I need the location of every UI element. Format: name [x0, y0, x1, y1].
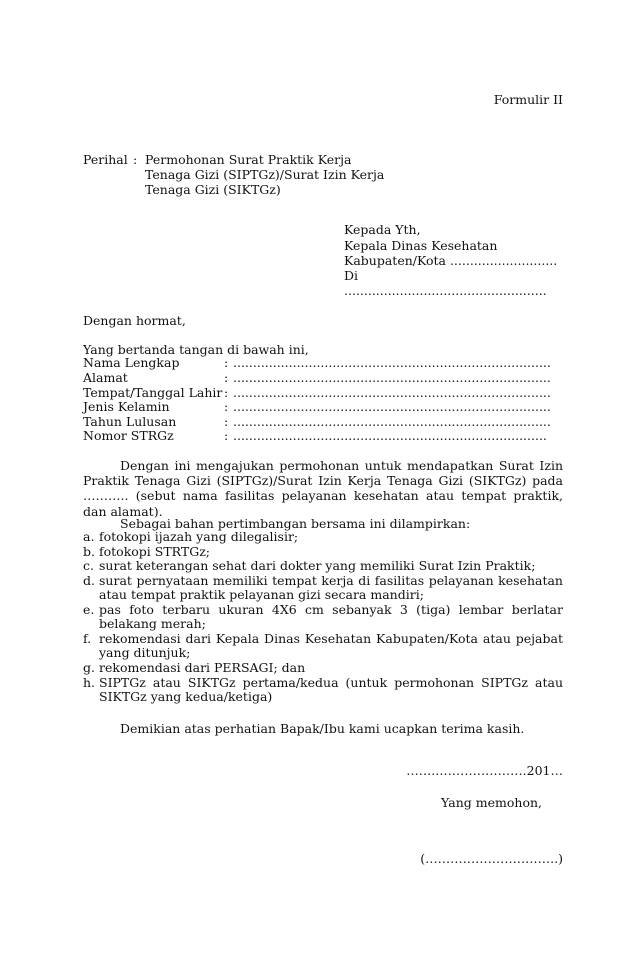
field-row [83, 371, 563, 385]
field-blank: ............................................................................... [233, 429, 547, 443]
list-text: rekomendasi dari PERSAGI; dan [99, 660, 306, 675]
greeting: Dengan hormat, [83, 313, 186, 328]
list-text: surat keterangan sehat dari dokter yang memiliki Surat Izin Praktik; [99, 558, 536, 573]
field-blank: ................................................................................ [233, 356, 551, 370]
form-label: Formulir II [493, 92, 563, 107]
field-label: Nama Lengkap [83, 355, 180, 370]
list-item [83, 676, 563, 705]
field-blank: ................................................................................ [233, 415, 551, 429]
list-marker: f. [83, 631, 92, 646]
perihal-line-1: Permohonan Surat Praktik Kerja [145, 152, 352, 167]
list-marker: c. [83, 558, 94, 573]
request-paragraph: Dengan ini mengajukan permohonan untuk mendapatkan Surat Izin Praktik Tenaga Gizi (SIPTGz)/Surat Izin Kerja Tenaga Gizi (SIKTGz) pada ……….. (sebut nama fasilitas pelayanan kesehatan atau tempat praktik, dan alamat). [83, 458, 563, 519]
list-marker: h. [83, 675, 96, 690]
list-text: rekomendasi dari Kepala Dinas Kesehatan Kabupaten/Kota atau pejabat yang ditunjuk; [99, 631, 563, 661]
field-label: Tempat/Tanggal Lahir [83, 385, 223, 400]
list-item [83, 574, 563, 603]
list-item [83, 661, 563, 675]
field-label: Alamat [83, 370, 128, 385]
closing-text: Demikian atas perhatian Bapak/Ibu kami ucapkan terima kasih. [120, 721, 525, 736]
list-item [83, 603, 563, 632]
field-colon: : [224, 428, 229, 443]
recipient-line-5: ................................................... [344, 283, 547, 298]
field-colon: : [224, 355, 229, 370]
list-marker: b. [83, 544, 95, 559]
field-colon: : [224, 399, 229, 414]
field-row [83, 429, 563, 443]
list-text: surat pernyataan memiliki tempat kerja di fasilitas pelayanan kesehatan atau tempat praktik pelayanan gizi secara mandiri; [99, 573, 563, 603]
list-text: fotokopi ijazah yang dilegalisir; [99, 529, 299, 544]
list-text: pas foto terbaru ukuran 4X6 cm sebanyak 3 (tiga) lembar berlatar belakang merah; [99, 602, 563, 632]
field-label: Jenis Kelamin [83, 399, 170, 414]
field-label: Nomor STRGz [83, 428, 174, 443]
recipient-line-4: Di [344, 268, 359, 283]
perihal-colon: : [133, 152, 138, 167]
field-row [83, 356, 563, 370]
intro-text: Yang bertanda tangan di bawah ini, [83, 342, 309, 357]
applicant-label: Yang memohon, [441, 795, 542, 810]
field-colon: : [224, 414, 229, 429]
recipient-line-1: Kepada Yth, [344, 222, 421, 237]
perihal-line-2: Tenaga Gizi (SIPTGz)/Surat Izin Kerja [145, 167, 385, 182]
list-item [83, 559, 563, 573]
list-marker: g. [83, 660, 95, 675]
field-blank: ................................................................................ [233, 386, 551, 400]
recipient-line-3: Kabupaten/Kota ........................... [344, 253, 558, 268]
list-marker: d. [83, 573, 95, 588]
attachments-intro: Sebagai bahan pertimbangan bersama ini dilampirkan: [120, 516, 471, 531]
list-text: fotokopi STRTGz; [99, 544, 210, 559]
field-colon: : [224, 385, 229, 400]
perihal-line-3: Tenaga Gizi (SIKTGz) [145, 182, 281, 197]
list-item [83, 530, 563, 544]
list-text: SIPTGz atau SIKTGz pertama/kedua (untuk permohonan SIPTGz atau SIKTGz yang kedua/ketiga) [99, 675, 563, 705]
field-row [83, 400, 563, 414]
list-marker: a. [83, 529, 95, 544]
date-line: …….………………….201… [406, 763, 563, 778]
list-item [83, 632, 563, 661]
field-label: Tahun Lulusan [83, 414, 177, 429]
list-marker: e. [83, 602, 95, 617]
field-blank: ................................................................................ [233, 371, 551, 385]
field-blank: ................................................................................ [233, 400, 551, 414]
perihal-label: Perihal [83, 152, 128, 167]
recipient-line-2: Kepala Dinas Kesehatan [344, 238, 498, 253]
signature-line: (…………………………..) [420, 851, 563, 866]
field-colon: : [224, 370, 229, 385]
